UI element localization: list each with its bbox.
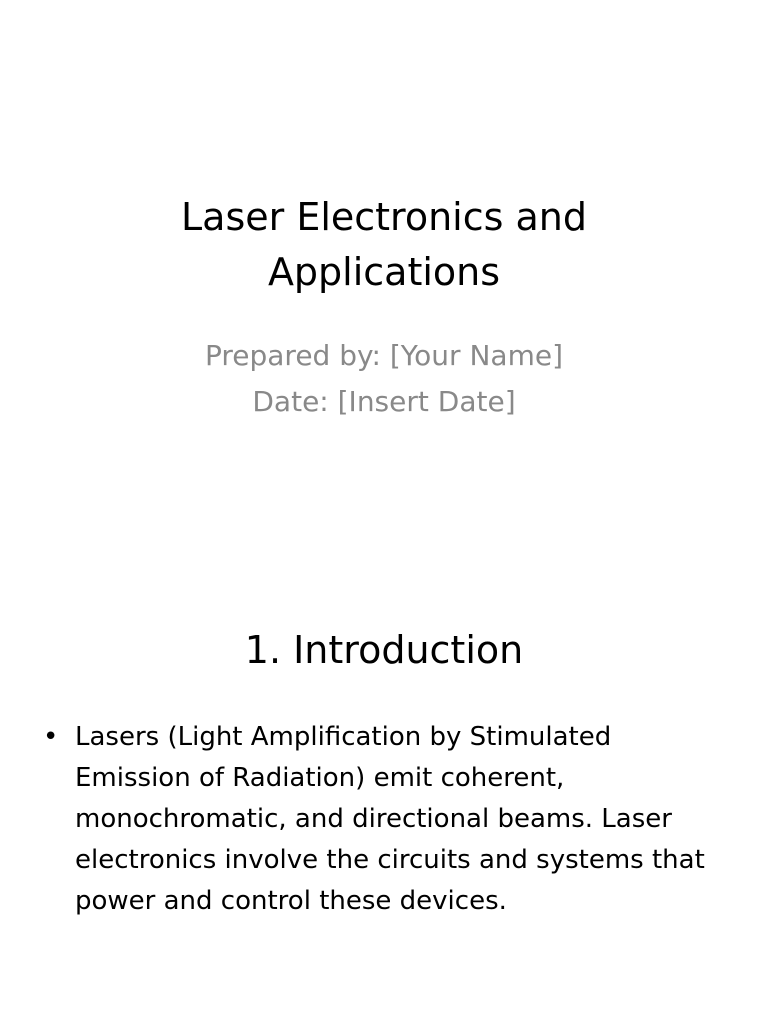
bullet-dot-icon: • — [43, 722, 59, 752]
prepared-by-line: Prepared by: [Your Name] — [204, 339, 563, 372]
bullet-text: Lasers (Light Amplification by Stimulated Emission of Radiation) emit coherent, monochromatic, and directional beams. Laser electronics involve the circuits and systems that power and control these devices. — [75, 722, 705, 916]
introduction-slide — [0, 512, 768, 1024]
section-title: 1. Introduction — [244, 628, 524, 672]
date-line: Date: [Insert Date] — [252, 385, 516, 418]
bullet-item — [0, 717, 768, 922]
title-line: Applications — [267, 250, 501, 294]
title-line: Laser Electronics and — [180, 195, 587, 239]
bullet-list — [0, 717, 768, 922]
presentation-subtitle — [60, 333, 708, 425]
presentation-title — [60, 190, 708, 300]
